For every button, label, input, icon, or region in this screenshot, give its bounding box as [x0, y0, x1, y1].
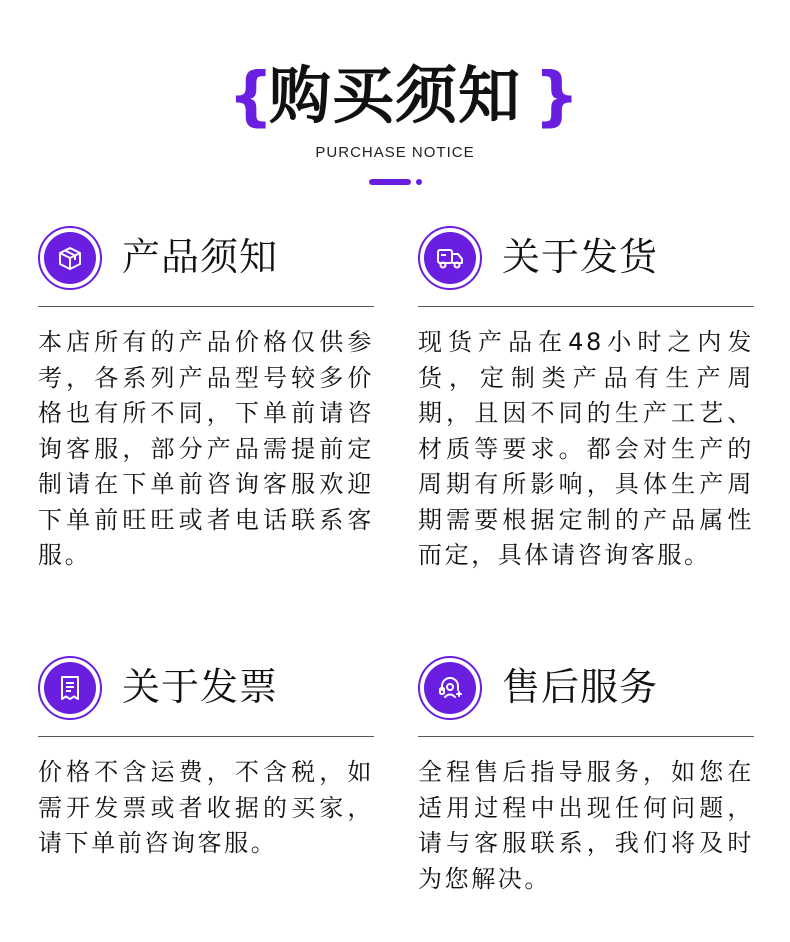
page-title: 购买须知	[268, 59, 521, 132]
title-underline-dot	[416, 179, 422, 185]
section-body: 本店所有的产品价格仅供参考，各系列产品型号较多价格也有所不同，下单前请咨询客服，部分产品需提前定制请在下单前咨询客服欢迎下单前旺旺或者电话联系客服。	[38, 328, 374, 569]
section-title: 关于发货	[502, 235, 659, 279]
section-divider	[38, 736, 374, 737]
section-product-notice	[38, 222, 374, 569]
section-body: 全程售后指导服务，如您在适用过程中出现任何问题，请与客服联系，我们将及时为您解决。	[418, 758, 754, 893]
left-brace-decoration: {	[228, 60, 274, 134]
truck-icon	[418, 226, 482, 290]
headset-icon	[418, 656, 482, 720]
section-body: 现货产品在48小时之内发货，定制类产品有生产周期，且因不同的生产工艺、材质等要求。都会对生产的周期有所影响，具体生产周期需要根据定制的产品属性而定，具体请咨询客服。	[418, 328, 754, 569]
section-header	[38, 222, 374, 312]
section-after-sales	[418, 652, 754, 893]
title-underline-bar	[369, 179, 411, 185]
section-shipping	[418, 222, 754, 569]
section-header	[418, 222, 754, 312]
section-title: 产品须知	[122, 235, 279, 279]
page-header	[0, 0, 790, 200]
box-icon	[38, 226, 102, 290]
section-header	[38, 652, 374, 742]
section-title: 关于发票	[122, 665, 279, 709]
section-title: 售后服务	[502, 665, 659, 709]
section-body: 价格不含运费，不含税，如需开发票或者收据的买家，请下单前咨询客服。	[38, 758, 374, 857]
right-brace-decoration: }	[534, 60, 580, 134]
page-subtitle: PURCHASE NOTICE	[315, 144, 475, 161]
section-divider	[418, 736, 754, 737]
receipt-icon	[38, 656, 102, 720]
section-header	[418, 652, 754, 742]
section-divider	[418, 306, 754, 307]
section-divider	[38, 306, 374, 307]
section-invoice	[38, 652, 374, 857]
